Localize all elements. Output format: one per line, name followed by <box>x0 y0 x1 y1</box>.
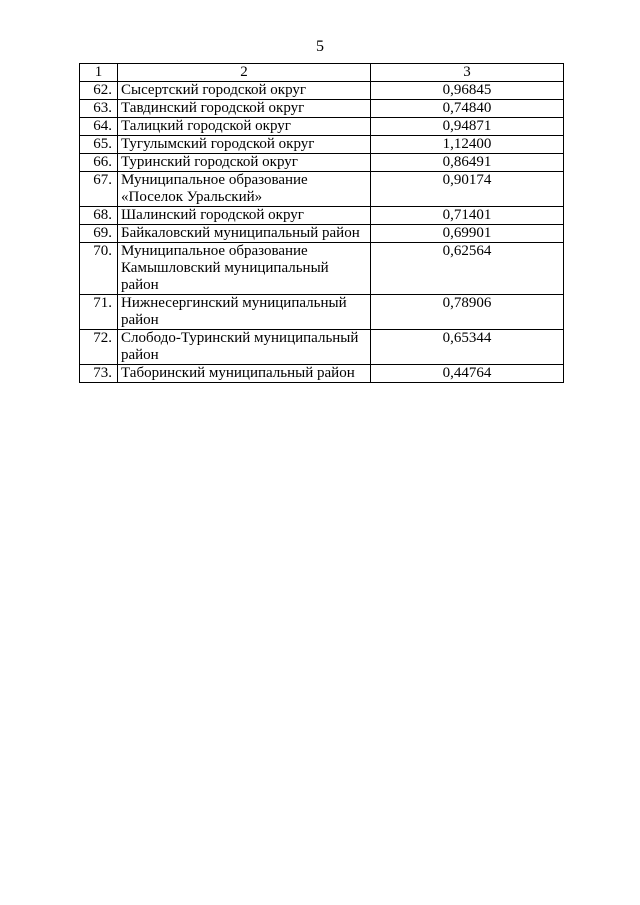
table-row <box>80 295 564 330</box>
row-number: 72. <box>80 330 118 365</box>
coefficient-value: 0,86491 <box>371 154 564 172</box>
table-row <box>80 365 564 383</box>
municipality-name-line: Байкаловский муниципальный район <box>121 225 360 241</box>
coefficient-value: 0,65344 <box>371 330 564 365</box>
row-number: 65. <box>80 136 118 154</box>
table-header-row <box>80 64 564 82</box>
municipality-name <box>118 154 371 172</box>
municipality-name-line: Муниципальное образование <box>121 172 308 188</box>
table-row <box>80 172 564 207</box>
municipality-name-line: Сысертский городской округ <box>121 82 307 98</box>
table-row <box>80 154 564 172</box>
municipality-name-line: «Поселок Уральский» <box>121 189 263 205</box>
municipality-name-line: Тугулымский городской округ <box>121 136 315 152</box>
coefficient-value: 0,94871 <box>371 118 564 136</box>
coefficient-value: 1,12400 <box>371 136 564 154</box>
municipality-name <box>118 172 371 207</box>
coefficient-value: 0,90174 <box>371 172 564 207</box>
municipality-name-line: район <box>121 312 159 328</box>
municipality-name <box>118 365 371 383</box>
municipality-name <box>118 295 371 330</box>
municipality-name <box>118 330 371 365</box>
column-header-1: 1 <box>80 64 118 82</box>
table-row <box>80 100 564 118</box>
municipality-name <box>118 225 371 243</box>
coefficient-value: 0,44764 <box>371 365 564 383</box>
row-number: 69. <box>80 225 118 243</box>
municipality-name <box>118 118 371 136</box>
municipality-name-line: Нижнесергинский муниципальный <box>121 295 347 311</box>
page-number: 5 <box>316 38 324 55</box>
municipality-name-line: Слободо-Туринский муниципальный <box>121 330 359 346</box>
municipality-name <box>118 243 371 295</box>
table-row <box>80 225 564 243</box>
coefficient-value: 0,96845 <box>371 82 564 100</box>
municipality-name-line: Муниципальное образование <box>121 243 308 259</box>
row-number: 63. <box>80 100 118 118</box>
table-row <box>80 207 564 225</box>
coefficient-value: 0,78906 <box>371 295 564 330</box>
municipality-name <box>118 136 371 154</box>
row-number: 71. <box>80 295 118 330</box>
column-header-2: 2 <box>118 64 371 82</box>
coefficient-value: 0,74840 <box>371 100 564 118</box>
municipality-name-line: Тавдинский городской округ <box>121 100 305 116</box>
table-row <box>80 118 564 136</box>
municipality-name-line: Шалинский городской округ <box>121 207 304 223</box>
table-row <box>80 136 564 154</box>
municipality-name <box>118 207 371 225</box>
row-number: 62. <box>80 82 118 100</box>
table-row <box>80 330 564 365</box>
table-row <box>80 243 564 295</box>
row-number: 70. <box>80 243 118 295</box>
row-number: 68. <box>80 207 118 225</box>
coefficient-value: 0,71401 <box>371 207 564 225</box>
municipality-name-line: Таборинский муниципальный район <box>121 365 355 381</box>
column-header-3: 3 <box>371 64 564 82</box>
municipality-name <box>118 100 371 118</box>
row-number: 64. <box>80 118 118 136</box>
row-number: 66. <box>80 154 118 172</box>
municipality-name-line: Камышловский муниципальный район <box>121 260 329 293</box>
municipalities-table <box>79 63 564 383</box>
municipality-name <box>118 82 371 100</box>
row-number: 73. <box>80 365 118 383</box>
municipality-name-line: Туринский городской округ <box>121 154 298 170</box>
coefficient-value: 0,62564 <box>371 243 564 295</box>
table-row <box>80 82 564 100</box>
municipality-name-line: Талицкий городской округ <box>121 118 291 134</box>
row-number: 67. <box>80 172 118 207</box>
municipality-name-line: район <box>121 347 159 363</box>
coefficient-value: 0,69901 <box>371 225 564 243</box>
